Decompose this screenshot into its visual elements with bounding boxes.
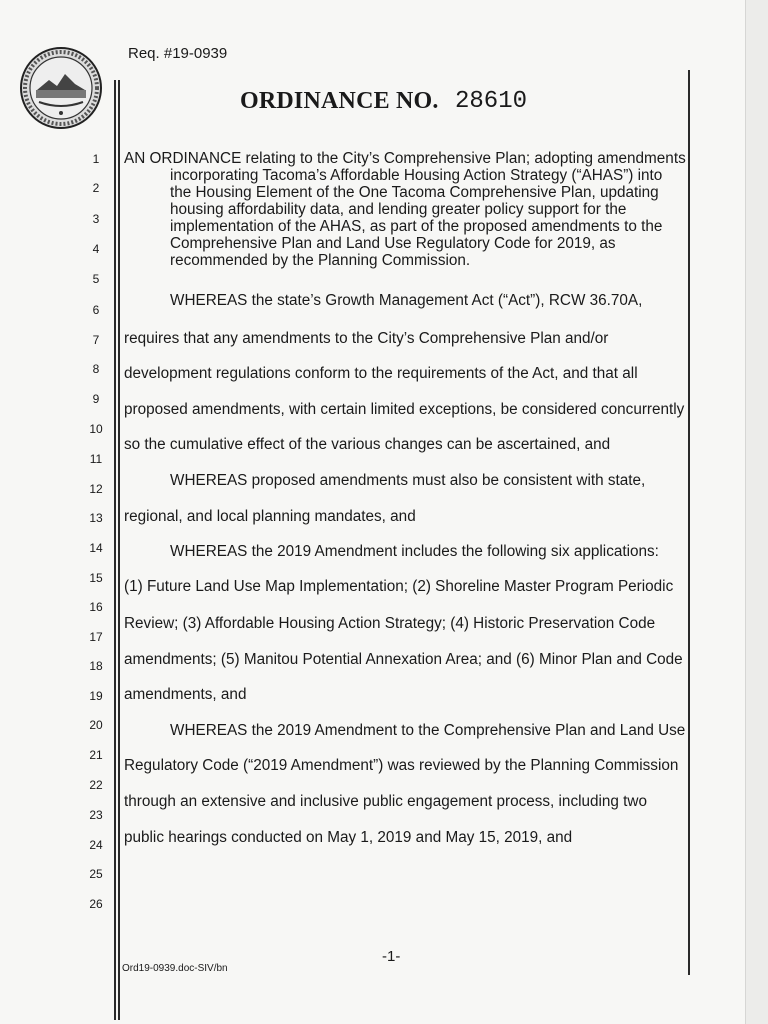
- line-number: 14: [89, 541, 103, 555]
- ordinance-number: 28610: [455, 88, 528, 115]
- line-number: 13: [89, 511, 103, 525]
- body-line: proposed amendments, with certain limited exceptions, be considered concurrently: [124, 401, 685, 418]
- line-number: 16: [89, 600, 103, 614]
- line-number: 4: [92, 242, 100, 256]
- line-number: 3: [92, 212, 100, 226]
- line-number: 6: [92, 303, 100, 317]
- line-number: 1: [92, 152, 100, 166]
- document-id: Ord19-0939.doc-SIV/bn: [122, 963, 228, 974]
- line-number: 25: [89, 867, 103, 881]
- caption-line: incorporating Tacoma’s Affordable Housing Action Strategy (“AHAS”) into: [170, 167, 663, 184]
- body-line: through an extensive and inclusive public engagement process, including two: [124, 793, 647, 810]
- body-line: public hearings conducted on May 1, 2019 and May 15, 2019, and: [124, 829, 573, 846]
- body-line: WHEREAS proposed amendments must also be consistent with state,: [170, 472, 646, 489]
- line-number: 22: [89, 778, 103, 792]
- page-title: ORDINANCE NO.: [240, 88, 439, 114]
- line-number: 24: [89, 838, 103, 852]
- line-number: 18: [89, 659, 103, 673]
- caption-line: recommended by the Planning Commission.: [170, 252, 471, 269]
- line-number: 8: [92, 362, 100, 376]
- line-number: 21: [89, 748, 103, 762]
- caption-line: implementation of the AHAS, as part of the proposed amendments to the: [170, 218, 663, 235]
- body-line: Regulatory Code (“2019 Amendment”) was reviewed by the Planning Commission: [124, 757, 679, 774]
- left-margin-rule-outer: [114, 80, 116, 1020]
- line-number: 17: [89, 630, 103, 644]
- body-line: requires that any amendments to the City’s Comprehensive Plan and/or: [124, 330, 609, 347]
- page-edge-shadow: [745, 0, 768, 1024]
- line-number: 19: [89, 689, 103, 703]
- caption-line: Comprehensive Plan and Land Use Regulatory Code for 2019, as: [170, 235, 616, 252]
- right-margin-rule: [688, 70, 690, 975]
- body-line: so the cumulative effect of the various changes can be ascertained, and: [124, 436, 611, 453]
- line-number: 10: [89, 422, 103, 436]
- body-line: (1) Future Land Use Map Implementation; (2) Shoreline Master Program Periodic: [124, 578, 674, 595]
- line-number: 12: [89, 482, 103, 496]
- body-line: regional, and local planning mandates, and: [124, 508, 416, 525]
- line-number: 11: [89, 452, 103, 466]
- line-number: 20: [89, 718, 103, 732]
- request-number: Req. #19-0939: [128, 45, 228, 62]
- line-number: 5: [92, 272, 100, 286]
- line-number: 2: [92, 181, 100, 195]
- line-number: 23: [89, 808, 103, 822]
- body-line: WHEREAS the 2019 Amendment to the Comprehensive Plan and Land Use: [170, 722, 686, 739]
- city-seal-icon: [19, 46, 103, 130]
- line-number: 26: [89, 897, 103, 911]
- body-line: amendments; (5) Manitou Potential Annexation Area; and (6) Minor Plan and Code: [124, 651, 683, 668]
- body-line: WHEREAS the state’s Growth Management Act (“Act”), RCW 36.70A,: [170, 292, 643, 309]
- body-line: WHEREAS the 2019 Amendment includes the following six applications:: [170, 543, 659, 560]
- line-number: 7: [92, 333, 100, 347]
- left-margin-rule-inner: [118, 80, 120, 1020]
- line-number: 9: [92, 392, 100, 406]
- body-line: development regulations conform to the requirements of the Act, and that all: [124, 365, 638, 382]
- line-number: 15: [89, 571, 103, 585]
- body-line: Review; (3) Affordable Housing Action Strategy; (4) Historic Preservation Code: [124, 615, 656, 632]
- caption-line: the Housing Element of the One Tacoma Comprehensive Plan, updating: [170, 184, 659, 201]
- caption-line: housing affordability data, and lending greater policy support for the: [170, 201, 627, 218]
- page-number: -1-: [382, 948, 401, 965]
- caption-line: AN ORDINANCE relating to the City’s Comprehensive Plan; adopting amendments: [124, 150, 686, 167]
- body-line: amendments, and: [124, 686, 247, 703]
